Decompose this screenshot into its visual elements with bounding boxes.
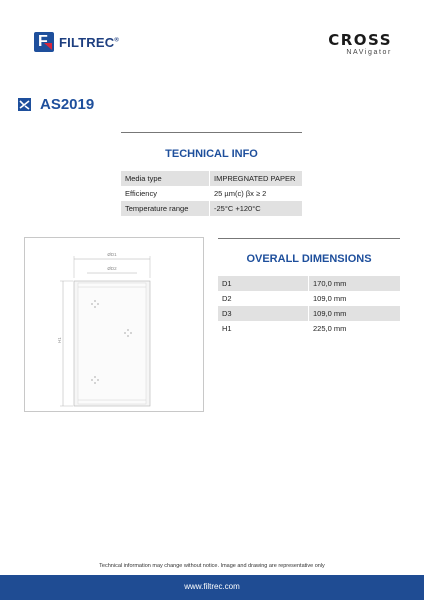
footer-disclaimer: Technical information may change without notice. Image and drawing are representative only <box>99 563 325 569</box>
tech-label-efficiency: Efficiency <box>125 189 157 198</box>
overall-dimensions-heading: OVERALL DIMENSIONS <box>246 253 372 265</box>
label-h1: H1 <box>57 337 62 343</box>
brand-mark: ® <box>114 37 119 44</box>
cross-navigator-logo <box>322 33 392 61</box>
table-row <box>218 306 400 321</box>
technical-info-table <box>121 171 302 216</box>
dimensions-rule <box>218 238 400 239</box>
filter-drawing-svg <box>25 238 203 411</box>
cross-logo-sub: NAVigator <box>346 49 392 56</box>
tech-label-media: Media type <box>121 171 210 186</box>
table-row <box>218 321 400 336</box>
label-d2: ØD2 <box>107 266 117 271</box>
tech-label-temperature: Temperature range <box>121 201 210 216</box>
table-row <box>218 291 400 306</box>
label-d1: ØD1 <box>107 252 117 257</box>
table-row <box>121 186 302 201</box>
table-row <box>121 171 302 186</box>
brand-name: FILTREC <box>59 35 115 50</box>
tech-value-media: IMPREGNATED PAPER <box>210 171 303 186</box>
cross-logo-main: CROSS <box>328 31 392 49</box>
technical-info-rule <box>121 132 302 133</box>
filter-element-icon <box>18 98 31 111</box>
product-code: AS2019 <box>40 96 95 113</box>
dim-label-d3: D3 <box>218 306 309 321</box>
technical-info-heading: TECHNICAL INFO <box>165 148 258 160</box>
overall-dimensions-table <box>218 276 400 336</box>
footer-website-link[interactable]: www.filtrec.com <box>184 582 240 591</box>
technical-drawing <box>24 237 204 412</box>
filtrec-logo-icon: F <box>34 32 54 52</box>
dim-value-d1: 170,0 mm <box>309 276 401 291</box>
footer-bar <box>0 575 424 600</box>
tech-value-efficiency: 25 µm(c) βx ≥ 2 <box>210 186 303 201</box>
table-row <box>218 276 400 291</box>
dim-value-h1: 225,0 mm <box>309 321 401 336</box>
dim-label-h1: H1 <box>222 324 232 333</box>
filtrec-logo <box>34 32 154 54</box>
table-row <box>121 201 302 216</box>
tech-value-temperature: -25°C +120°C <box>210 201 303 216</box>
dim-label-d2: D2 <box>222 294 232 303</box>
dim-value-d3: 109,0 mm <box>309 306 401 321</box>
dim-label-d1: D1 <box>218 276 309 291</box>
dim-value-d2: 109,0 mm <box>309 291 401 306</box>
